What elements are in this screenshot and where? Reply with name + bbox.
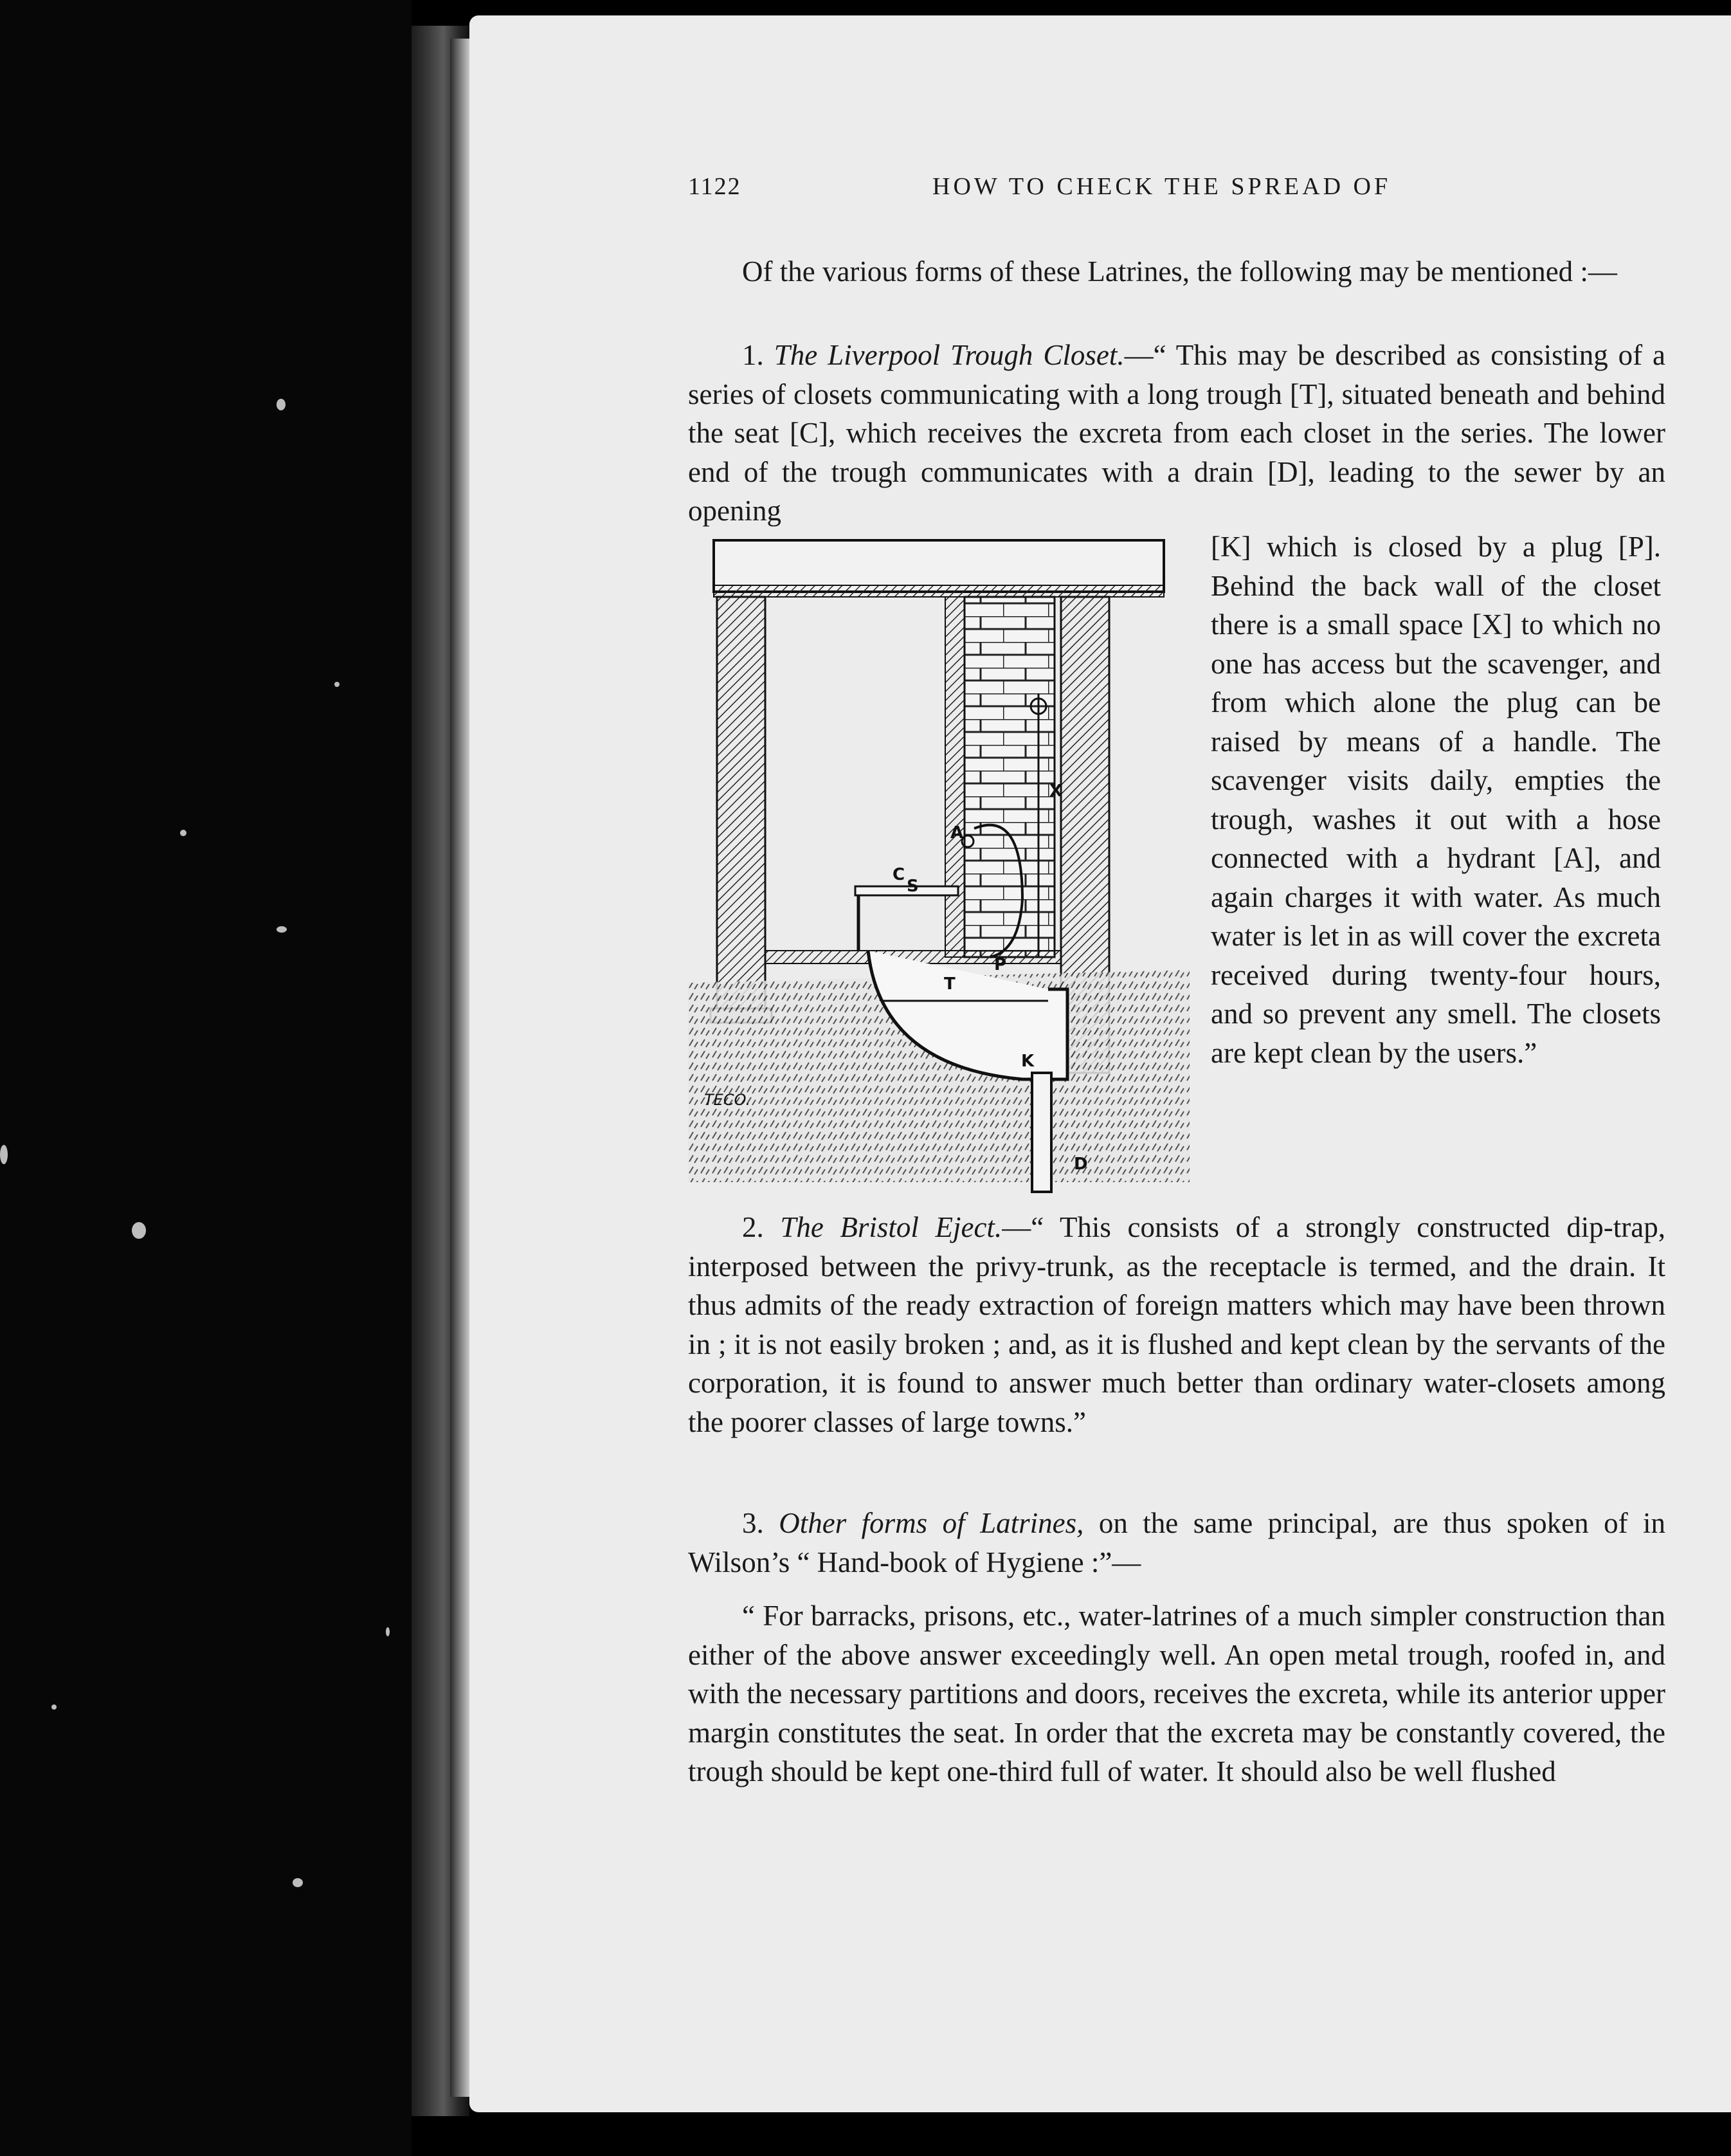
cover-speck (276, 926, 287, 933)
item2-text: —“ This consists of a strongly constructed dip-trap, interposed between the privy-trunk, as the receptacle is termed, and the drain. It thus admits of the ready extraction of foreign matters which may have been thrown in ; it is not easily broken ; and, as it is flushed and kept clean by the servants of the corporation, it is found to answer much better than ordinary water-closets among the poorer classes of large towns.” (688, 1211, 1665, 1438)
label-a: A (950, 823, 964, 843)
left-post (717, 597, 765, 1009)
item2-number: 2. (742, 1211, 764, 1243)
item1-paragraph (688, 336, 1665, 531)
running-header (688, 172, 1678, 211)
intro-paragraph (688, 252, 1665, 291)
drain-pipe (1032, 1073, 1051, 1192)
item3-paragraph (688, 1504, 1665, 1582)
quote-paragraph (688, 1596, 1665, 1791)
label-t: T (944, 974, 956, 994)
item1-title: The Liverpool Trough Closet. (774, 339, 1125, 371)
top-beam (714, 540, 1164, 592)
beam-underside (714, 585, 1164, 597)
item1-text-beside-figure (1211, 527, 1661, 1072)
cover-speck (132, 1222, 146, 1239)
trough-closet-figure (688, 539, 1190, 1195)
cover-speck (276, 399, 285, 410)
book-cover (0, 0, 412, 2156)
label-x: X (1049, 781, 1063, 801)
cover-speck (293, 1878, 303, 1887)
label-s: S (907, 877, 919, 896)
header-title: HOW TO CHECK THE SPREAD OF (932, 173, 1391, 200)
trough-closet-illustration (688, 539, 1190, 1195)
cover-speck (0, 1145, 8, 1164)
brick-wall (965, 597, 1055, 957)
intro-text: Of the various forms of these Latrines, the following may be mentioned :— (742, 255, 1617, 288)
cover-speck (334, 682, 340, 687)
item1-text-before-figure: —“ This may be described as consisting of a series of closets communicating with a long trough [T], situated beneath and behind the seat [C], which receives the excreta from each closet in the series. The lower end of the trough communicates with a drain [D], leading to the sewer by an opening (688, 339, 1666, 527)
item1-number: 1. (742, 339, 764, 371)
label-d: D (1074, 1155, 1088, 1174)
cover-speck (386, 1627, 390, 1636)
wall-face (945, 597, 965, 957)
cover-speck (180, 830, 186, 836)
item3-text: on the same principal, are thus spoken of in Wilson’s “ Hand-book of Hygiene :”— (688, 1507, 1666, 1578)
item2-title: The Bristol Eject. (780, 1211, 1002, 1243)
item3-title: Other forms of Latrines, (779, 1507, 1084, 1539)
item2-paragraph (688, 1208, 1665, 1441)
label-k: K (1021, 1052, 1035, 1071)
cover-speck (51, 1704, 57, 1710)
engraver-signature: TECO. (704, 1091, 751, 1109)
label-c: C (893, 865, 905, 884)
label-p: P (994, 955, 1007, 974)
quote-text: “ For barracks, prisons, etc., water-latrines of a much simpler construction than either of the above answer exceedingly well. An open metal trough, roofed in, and with the necessary partitions and doors, receives the excreta, while its anterior upper margin constitutes the seat. In order that the excreta may be constantly covered, the trough should be kept one-third full of water. It should also be well flushed (688, 1600, 1665, 1787)
item1-continued-text: [K] which is closed by a plug [P]. Behind the back wall of the closet there is a small space [X] to which no one has access but the scavenger, and from which alone the plug can be raised by means of a handle. The scavenger visits daily, empties the trough, washes it out with a hose connected with a hydrant [A], and again charges it with water. As much water is let in as will cover the excreta received during twenty-four hours, and so prevent any smell. The closets are kept clean by the users.” (1211, 531, 1661, 1069)
item3-number: 3. (742, 1507, 764, 1539)
page-number: 1122 (688, 173, 741, 200)
